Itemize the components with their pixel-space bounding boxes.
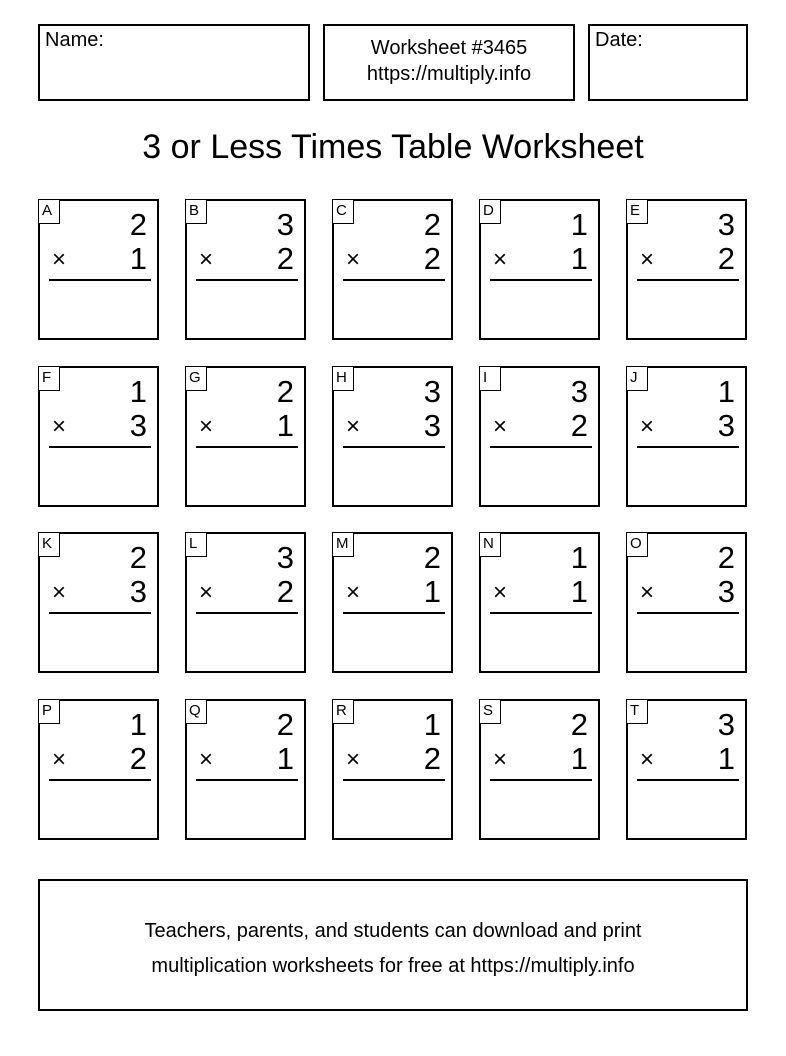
answer-line bbox=[196, 446, 298, 448]
multiply-sign: × bbox=[346, 246, 361, 273]
multiplier: 3 bbox=[129, 408, 147, 443]
problem-label: R bbox=[332, 699, 354, 724]
multiplier: 2 bbox=[423, 241, 441, 276]
problem-label: L bbox=[185, 532, 207, 557]
multiplier: 1 bbox=[276, 408, 294, 443]
multiplicand: 3 bbox=[423, 374, 441, 409]
date-field-box[interactable] bbox=[588, 24, 748, 101]
answer-line bbox=[637, 779, 739, 781]
multiplier: 1 bbox=[717, 741, 735, 776]
multiplier: 3 bbox=[717, 574, 735, 609]
worksheet-url: https://multiply.info bbox=[366, 63, 532, 85]
multiply-sign: × bbox=[493, 746, 508, 773]
problem-card[interactable] bbox=[626, 366, 747, 507]
multiplicand: 2 bbox=[129, 207, 147, 242]
multiply-sign: × bbox=[199, 746, 214, 773]
problem-label: D bbox=[479, 199, 501, 224]
multiplier: 1 bbox=[276, 741, 294, 776]
answer-line bbox=[49, 446, 151, 448]
problem-card[interactable] bbox=[38, 699, 159, 840]
answer-line bbox=[196, 279, 298, 281]
footer-box bbox=[38, 879, 748, 1011]
multiplicand: 3 bbox=[276, 540, 294, 575]
answer-line bbox=[196, 612, 298, 614]
footer-line-2: multiplication worksheets for free at https://multiply.info bbox=[151, 955, 635, 977]
worksheet-info-box bbox=[323, 24, 575, 101]
multiplier: 2 bbox=[276, 574, 294, 609]
multiply-sign: × bbox=[640, 246, 655, 273]
multiply-sign: × bbox=[346, 579, 361, 606]
multiply-sign: × bbox=[640, 579, 655, 606]
multiplier: 1 bbox=[423, 574, 441, 609]
problem-label: T bbox=[626, 699, 648, 724]
multiplicand: 1 bbox=[129, 707, 147, 742]
multiplier: 1 bbox=[570, 241, 588, 276]
multiplicand: 1 bbox=[423, 707, 441, 742]
problem-card[interactable] bbox=[332, 366, 453, 507]
problem-card[interactable] bbox=[479, 199, 600, 340]
multiply-sign: × bbox=[346, 413, 361, 440]
problem-card[interactable] bbox=[479, 699, 600, 840]
date-label: Date: bbox=[595, 29, 643, 51]
multiplicand: 2 bbox=[423, 540, 441, 575]
answer-line bbox=[343, 779, 445, 781]
answer-line bbox=[490, 446, 592, 448]
problem-label: O bbox=[626, 532, 648, 557]
answer-line bbox=[490, 279, 592, 281]
multiplicand: 1 bbox=[570, 540, 588, 575]
multiplier: 2 bbox=[276, 241, 294, 276]
multiplicand: 1 bbox=[129, 374, 147, 409]
multiplicand: 1 bbox=[570, 207, 588, 242]
multiplicand: 2 bbox=[423, 207, 441, 242]
multiplier: 2 bbox=[129, 741, 147, 776]
problem-label: P bbox=[38, 699, 60, 724]
multiplier: 1 bbox=[129, 241, 147, 276]
problem-card[interactable] bbox=[626, 699, 747, 840]
problem-label: J bbox=[626, 366, 648, 391]
multiply-sign: × bbox=[493, 579, 508, 606]
answer-line bbox=[490, 779, 592, 781]
problem-label: M bbox=[332, 532, 354, 557]
problem-label: E bbox=[626, 199, 648, 224]
multiply-sign: × bbox=[52, 579, 67, 606]
answer-line bbox=[49, 279, 151, 281]
multiplicand: 2 bbox=[276, 374, 294, 409]
answer-line bbox=[637, 446, 739, 448]
problem-card[interactable] bbox=[479, 366, 600, 507]
answer-line bbox=[343, 446, 445, 448]
problem-label: I bbox=[479, 366, 501, 391]
problem-card[interactable] bbox=[185, 532, 306, 673]
multiply-sign: × bbox=[199, 246, 214, 273]
name-label: Name: bbox=[45, 29, 104, 51]
multiplicand: 3 bbox=[570, 374, 588, 409]
multiply-sign: × bbox=[199, 413, 214, 440]
multiplicand: 1 bbox=[717, 374, 735, 409]
problem-label: C bbox=[332, 199, 354, 224]
answer-line bbox=[637, 279, 739, 281]
problem-card[interactable] bbox=[38, 366, 159, 507]
multiplier: 2 bbox=[570, 408, 588, 443]
multiplicand: 3 bbox=[717, 707, 735, 742]
multiplicand: 2 bbox=[717, 540, 735, 575]
multiplier: 2 bbox=[717, 241, 735, 276]
problem-label: S bbox=[479, 699, 501, 724]
multiply-sign: × bbox=[493, 246, 508, 273]
answer-line bbox=[49, 779, 151, 781]
multiplier: 3 bbox=[423, 408, 441, 443]
multiplicand: 2 bbox=[129, 540, 147, 575]
answer-line bbox=[196, 779, 298, 781]
answer-line bbox=[343, 612, 445, 614]
multiplier: 3 bbox=[717, 408, 735, 443]
answer-line bbox=[343, 279, 445, 281]
problem-label: G bbox=[185, 366, 207, 391]
answer-line bbox=[49, 612, 151, 614]
answer-line bbox=[637, 612, 739, 614]
problem-card[interactable] bbox=[185, 699, 306, 840]
problem-card[interactable] bbox=[332, 699, 453, 840]
multiply-sign: × bbox=[640, 413, 655, 440]
multiplicand: 3 bbox=[276, 207, 294, 242]
multiplier: 2 bbox=[423, 741, 441, 776]
problem-card[interactable] bbox=[626, 532, 747, 673]
problem-card[interactable] bbox=[479, 532, 600, 673]
problem-card[interactable] bbox=[332, 532, 453, 673]
problem-label: K bbox=[38, 532, 60, 557]
problem-card[interactable] bbox=[626, 199, 747, 340]
multiplier: 3 bbox=[129, 574, 147, 609]
problem-label: F bbox=[38, 366, 60, 391]
problem-card[interactable] bbox=[185, 366, 306, 507]
problem-label: Q bbox=[185, 699, 207, 724]
footer-line-1: Teachers, parents, and students can download and print bbox=[144, 920, 642, 942]
problem-card[interactable] bbox=[332, 199, 453, 340]
problem-label: H bbox=[332, 366, 354, 391]
multiply-sign: × bbox=[493, 413, 508, 440]
multiply-sign: × bbox=[52, 746, 67, 773]
multiply-sign: × bbox=[199, 579, 214, 606]
worksheet-number: Worksheet #3465 bbox=[370, 37, 528, 59]
problem-card[interactable] bbox=[38, 199, 159, 340]
problem-label: N bbox=[479, 532, 501, 557]
problem-label: B bbox=[185, 199, 207, 224]
multiply-sign: × bbox=[52, 413, 67, 440]
multiplier: 1 bbox=[570, 741, 588, 776]
multiply-sign: × bbox=[346, 746, 361, 773]
problem-card[interactable] bbox=[38, 532, 159, 673]
multiplicand: 3 bbox=[717, 207, 735, 242]
multiply-sign: × bbox=[52, 246, 67, 273]
problem-label: A bbox=[38, 199, 60, 224]
multiplicand: 2 bbox=[276, 707, 294, 742]
worksheet-title: 3 or Less Times Table Worksheet bbox=[142, 128, 644, 166]
problem-card[interactable] bbox=[185, 199, 306, 340]
multiplier: 1 bbox=[570, 574, 588, 609]
name-field-box[interactable] bbox=[38, 24, 310, 101]
answer-line bbox=[490, 612, 592, 614]
multiplicand: 2 bbox=[570, 707, 588, 742]
multiply-sign: × bbox=[640, 746, 655, 773]
